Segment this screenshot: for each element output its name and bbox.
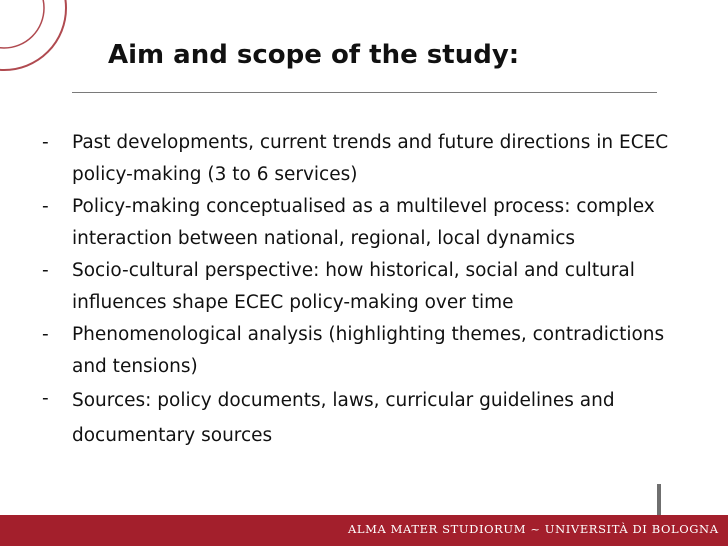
bullet-text: Past developments, current trends and future directions in ECEC policy-making (3 to 6 services) [72,132,669,185]
bullet-marker: - [42,132,49,153]
slide-title: Aim and scope of the study: [108,40,520,70]
title-divider [72,92,657,93]
bullet-list [40,127,680,453]
bullet-marker: - [42,388,49,409]
bullet-text: Socio-cultural perspective: how historical, social and cultural influences shape ECEC policy-making over time [72,260,635,313]
bullet-item [40,127,680,191]
bullet-text: Policy-making conceptualised as a multilevel process: complex interaction between national, regional, local dynamics [72,196,655,249]
bullet-text: Phenomenological analysis (highlighting themes, contradictions and tensions) [72,324,665,377]
bullet-item [40,191,680,255]
bullet-item [40,255,680,319]
bullet-marker: - [42,324,49,345]
bullet-item [40,383,680,453]
bullet-marker: - [42,260,49,281]
bullet-item [40,319,680,383]
footer-text: ALMA MATER STUDIORUM ~ UNIVERSITÀ DI BOLOGNA [348,522,719,536]
bullet-text: Sources: policy documents, laws, curricular guidelines and documentary sources [72,390,615,446]
footer-band [0,515,728,546]
bullet-marker: - [42,196,49,217]
university-seal-logo [0,0,70,74]
